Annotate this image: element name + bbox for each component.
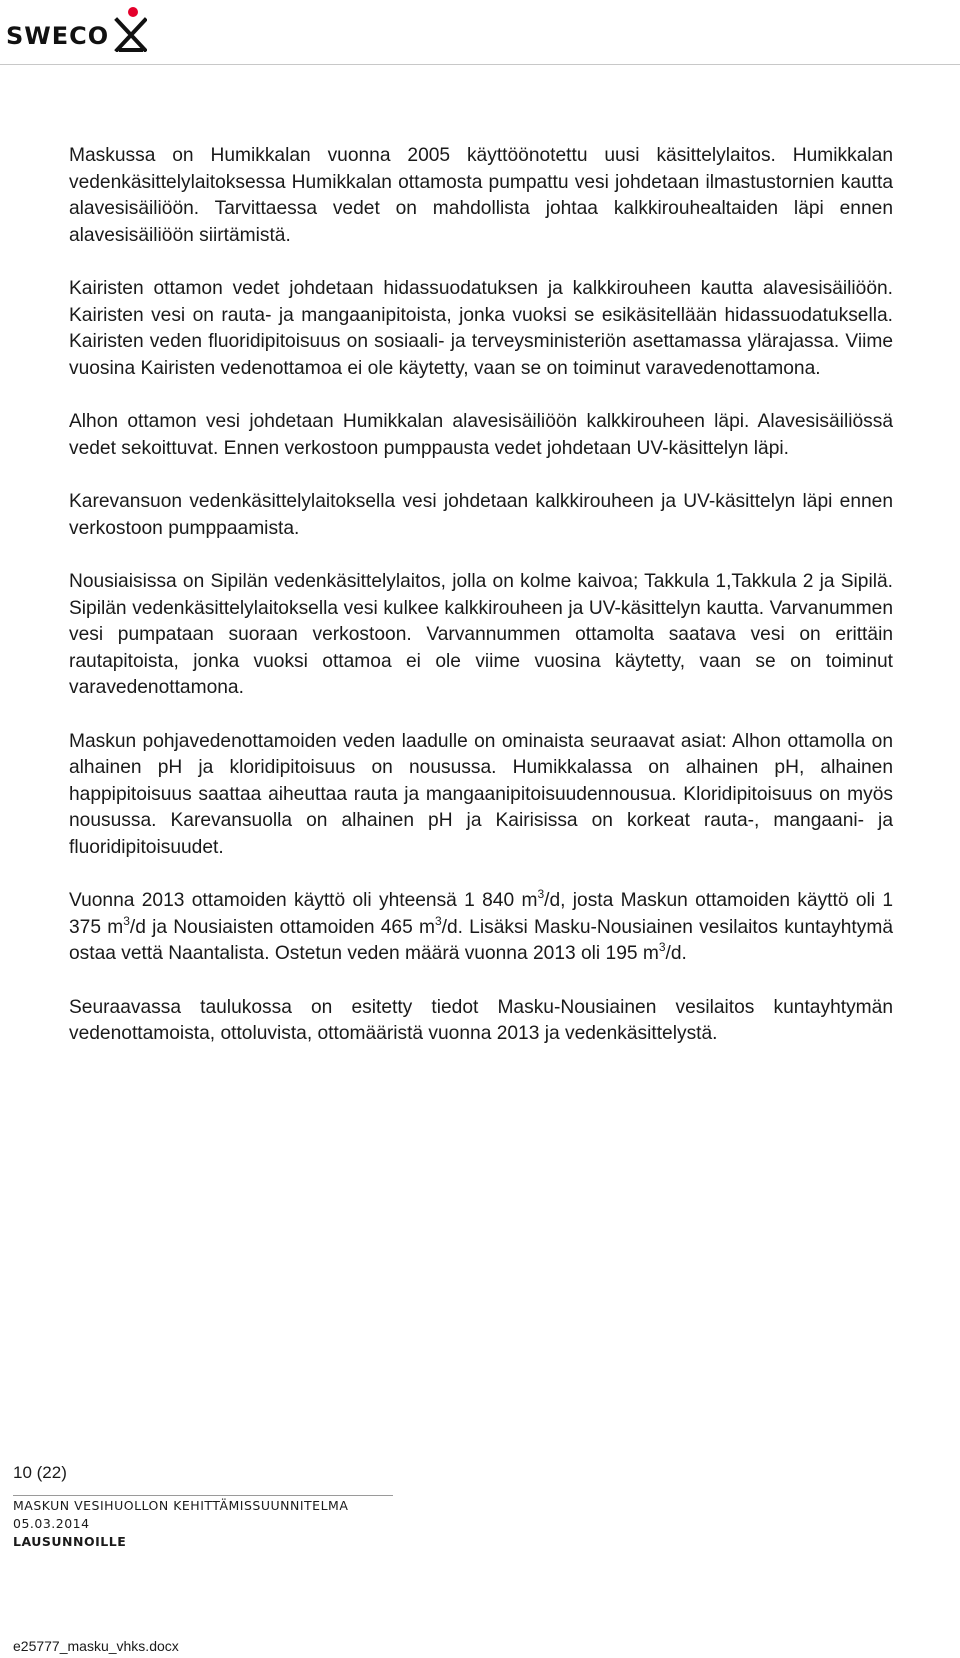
paragraph-table-intro: Seuraavassa taulukossa on esitetty tiedot Masku-Nousiainen vesilaitos kuntayhtymän vedenottamoista, ottoluvista, ottomääristä vuonna 2013 ja vedenkäsittelystä. bbox=[69, 996, 893, 1044]
document-body bbox=[69, 143, 893, 1075]
paragraph-humikkala: Maskussa on Humikkalan vuonna 2005 käyttöönotettu uusi käsittelylaitos. Humikkalan vedenkäsittelylaitoksessa Humikkalan ottamosta pumpattu vesi johdetaan ilmastustornien kautta alavesisäiliöön. Tarvittaessa vedet on mahdollista johtaa kalkkirouhealtaiden läpi ennen alavesisäiliöön siirtämistä. bbox=[69, 145, 893, 246]
document-date: 05.03.2014 bbox=[13, 1516, 90, 1531]
logo-wordmark: SWECO bbox=[6, 22, 110, 50]
sweco-logo bbox=[6, 4, 147, 52]
usage-text-2: /d, josta Maskun ottamoiden käyttö oli 1 375 m bbox=[69, 890, 893, 938]
paragraph-nousiainen: Nousiaisissa on Sipilän vedenkäsittelylaitos, jolla on kolme kaivoa; Takkula 1,Takkula 2 ja Sipilä. Sipilän vedenkäsittelylaitoksella vesi kulkee kalkkirouheen ja UV-käsittelyn kautta. Varvanummen vesi pumpataan suoraan verkostoon. Varvannummen ottamolta saatava vesi on erittäin rautapitoista, jonka vuoksi ottamoa ei ole viime vuosina käytetty, vaan se on toiminut varavedenottamona. bbox=[69, 571, 893, 698]
sweco-figure-icon bbox=[111, 6, 147, 52]
paragraph-water-quality: Maskun pohjavedenottamoiden veden laadulle on ominaista seuraavat asiat: Alhon ottamolla on alhainen pH ja kloridipitoisuus on nousussa. Humikkalassa on alhainen pH, alhainen happipitoisuus saattaa aiheuttaa rauta ja mangaanipitoisuudennousua. Kloridipitoisuus on myös nousussa. Karevansuolla on alhainen pH ja Kairisissa on korkeat rauta-, mangaani- ja fluoridipitoisuudet. bbox=[69, 730, 893, 858]
file-name: e25777_masku_vhks.docx bbox=[13, 1638, 179, 1654]
document-status: LAUSUNNOILLE bbox=[13, 1534, 127, 1549]
paragraph-alho: Alhon ottamon vesi johdetaan Humikkalan alavesisäiliöön kalkkirouheen läpi. Alavesisäiliössä vedet sekoittuvat. Ennen verkostoon pumppausta vedet johdetaan UV-käsittelyn läpi. bbox=[69, 411, 893, 459]
usage-text-4: /d. Lisäksi Masku-Nousiainen vesilaitos kuntayhtymä ostaa vettä Naantalista. Ostetun veden määrä vuonna 2013 oli 195 m bbox=[69, 916, 893, 964]
page-number: 10 (22) bbox=[13, 1463, 67, 1482]
document-title: MASKUN VESIHUOLLON KEHITTÄMISSUUNNITELMA bbox=[13, 1498, 349, 1513]
superscript-3: 3 bbox=[658, 940, 666, 954]
superscript-3: 3 bbox=[123, 913, 130, 928]
usage-text-1: Vuonna 2013 ottamoiden käyttö oli yhteensä 1 840 m bbox=[69, 890, 538, 911]
page-header bbox=[0, 0, 960, 65]
usage-text-5: /d. bbox=[665, 943, 687, 964]
page-footer bbox=[13, 1463, 913, 1551]
paragraph-usage-2013 bbox=[69, 888, 893, 968]
superscript-3: 3 bbox=[537, 887, 545, 901]
usage-text-3: /d ja Nousiaisten ottamoiden 465 m bbox=[129, 916, 435, 938]
paragraph-kairisten: Kairisten ottamon vedet johdetaan hidassuodatuksen ja kalkkirouheen kautta alavesisäiliöön. Kairisten vesi on rauta- ja mangaanipitoista, jonka vuoksi se esikäsitellään hidassuodatuksella. Kairisten veden fluoridipitoisuus on sosiaali- ja terveysministeriön asettamassa ylärajassa. Viime vuosina Kairisten vedenottamoa ei ole käytetty, vaan se on toiminut varavedenottamona. bbox=[69, 278, 893, 379]
footer-divider bbox=[13, 1495, 393, 1496]
paragraph-karevansuo: Karevansuon vedenkäsittelylaitoksella vesi johdetaan kalkkirouheen ja UV-käsittelyn läpi ennen verkostoon pumppaamista. bbox=[69, 491, 893, 539]
superscript-3: 3 bbox=[434, 913, 442, 928]
